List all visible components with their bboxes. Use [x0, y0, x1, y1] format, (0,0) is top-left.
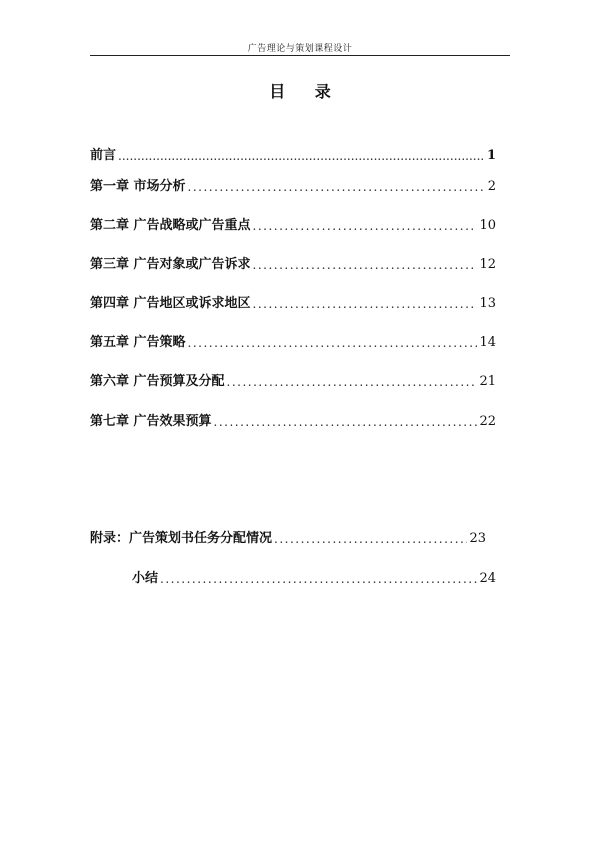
toc-entry-chapter-5[interactable] — [90, 334, 496, 352]
header-rule — [90, 55, 510, 56]
toc-entry-page: 13 — [479, 296, 496, 311]
toc-entry-label: 小结 — [132, 571, 159, 586]
toc-entry-chapter-3[interactable] — [90, 256, 496, 274]
toc-entry-label: 第六章 广告预算及分配 — [90, 374, 225, 389]
leader-dots — [188, 334, 478, 352]
toc-entry-appendix[interactable] — [90, 530, 486, 548]
toc-entry-label: 第四章 广告地区或诉求地区 — [90, 296, 251, 311]
toc-entry-label: 第一章 市场分析 — [90, 179, 186, 194]
leader-dots — [253, 256, 478, 274]
toc-entry-chapter-6[interactable] — [90, 373, 496, 391]
leader-dots — [227, 373, 478, 391]
toc-entry-page: 14 — [479, 335, 496, 350]
toc-entry-chapter-1[interactable] — [90, 178, 496, 196]
toc-entry-page: 21 — [479, 374, 496, 389]
leader-dots — [274, 530, 467, 548]
toc-entry-chapter-4[interactable] — [90, 295, 496, 313]
leader-dots — [160, 570, 477, 588]
toc-entry-page: 24 — [479, 571, 496, 586]
toc-entry-label: 第三章 广告对象或广告诉求 — [90, 257, 251, 272]
toc-entry-chapter-2[interactable] — [90, 217, 496, 235]
toc-entry-page: 10 — [479, 218, 496, 233]
toc-entry-summary[interactable] — [90, 570, 496, 588]
toc-entry-label: 第五章 广告策略 — [90, 335, 186, 350]
toc-entry-chapter-7[interactable] — [90, 413, 496, 431]
leader-dots — [253, 295, 478, 313]
toc-entry-label: 第二章 广告战略或广告重点 — [90, 218, 251, 233]
leader-dots — [188, 178, 484, 196]
leader-dots — [253, 217, 478, 235]
toc-title: 目 录 — [269, 82, 343, 101]
toc-entry-label: 附录：广告策划书任务分配情况 — [90, 531, 273, 546]
toc-entry-label: 前言 — [90, 148, 117, 163]
leader-dots — [118, 147, 484, 165]
toc-entry-page: 22 — [479, 414, 496, 429]
toc-entry-label: 第七章 广告效果预算 — [90, 414, 212, 429]
leader-dots — [214, 413, 478, 431]
toc-entry-page: 1 — [486, 148, 496, 163]
toc-entry-page: 23 — [469, 531, 486, 546]
toc-entry-preface[interactable] — [90, 147, 496, 165]
toc-entry-page: 2 — [487, 179, 496, 194]
toc-entry-page: 12 — [479, 257, 496, 272]
running-header: 广告理论与策划课程设计 — [247, 44, 353, 54]
